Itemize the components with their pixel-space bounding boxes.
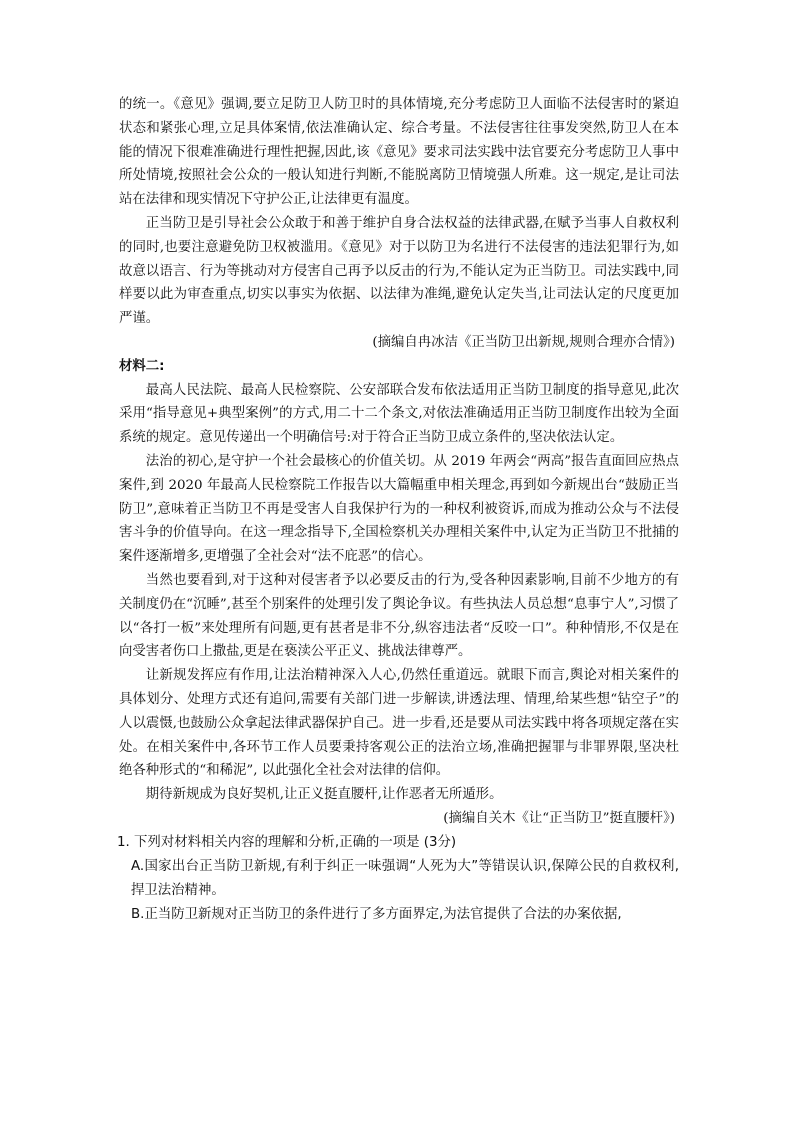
material1-source: (摘编自冉冰洁《正当防卫出新规,规则合理亦合情》) — [372, 334, 675, 350]
material2-source: (摘编自关木《让“正当防卫”挺直腰杆》) — [443, 810, 675, 826]
material2-heading: 材料二: — [119, 358, 165, 374]
material2-paragraph-3: 当然也要看到,对于这种对侵害者予以必要反击的行为,受各种因素影响,目前不少地方的有关制度仍在“沉睡”,甚至个别案件的处理引发了舆论争议。有些执法人员总想“息事宁人”,习惯了以“各打一板”来处理所有问题,更有甚者是非不分,纵容违法者“反咬一口”。种种情形,不仅是在向受害者伤口上撒盐,更是在亵渎公平正义、挑战法律尊严。 — [119, 572, 679, 660]
material2-paragraph-2: 法治的初心,是守护一个社会最核心的价值关切。从 2019 年两会“两高”报告直面回应热点案件,到 2020 年最高人民检察院工作报告以大篇幅重申相关理念,再到如今新规出台“鼓励正当防卫”,意味着正当防卫不再是受害人自我保护行为的一种权利被资诉,而成为推动公众与不法侵害斗争的价值导向。在这一理念指导下,全国检察机关办理相关案件中,认定为正当防卫不批捕的案件逐渐增多,更增强了全社会对“法不庇恶”的信心。 — [119, 453, 679, 565]
material1-paragraph-1: 的统一。《意见》强调,要立足防卫人防卫时的具体情境,充分考虑防卫人面临不法侵害时的紧迫状态和紧张心理,立足具体案情,依法准确认定、综合考量。不法侵害往往事发突然,防卫人在本能的情况下很难准确进行理性把握,因此,该《意见》要求司法实践中法官要充分考虑防卫人事中所处情境,按照社会公众的一般认知进行判断,不能脱离防卫情境强人所难。这一规定,是让司法站在法律和现实情况下守护公正,让法律更有温度。 — [119, 97, 679, 208]
material2-paragraph-4: 让新规发挥应有作用,让法治精神深入人心,仍然任重道远。就眼下而言,舆论对相关案件的具体划分、处理方式还有追问,需要有关部门进一步解读,讲透法理、情理,给某些想“钻空子”的人以震慑,也鼓励公众拿起法律武器保护自己。进一步看,还是要从司法实践中将各项规定落在实处。在相关案件中,各环节工作人员要秉持客观公正的法治立场,准确把握罪与非罪界限,坚决杜绝各种形式的“和稀泥”, 以此强化全社会对法律的信仰。 — [119, 668, 679, 779]
question-1-option-b: B.正当防卫新规对正当防卫的条件进行了多方面界定,为法官提供了合法的办案依据, — [131, 906, 622, 922]
material2-paragraph-1: 最高人民法院、最高人民检察院、公安部联合发布依法适用正当防卫制度的指导意见,此次采用“指导意见+典型案例”的方式,用二十二个条文,对依法准确适用正当防卫制度作出较为全面系统的规定。意见传递出一个明确信号:对于符合正当防卫成立条件的,坚决依法认定。 — [119, 382, 679, 446]
question-1-stem: 1. 下列对材料相关内容的理解和分析,正确的一项是 (3分) — [117, 834, 457, 850]
material1-paragraph-2: 正当防卫是引导社会公众敢于和善于维护自身合法权益的法律武器,在赋予当事人自救权利的同时,也要注意避免防卫权被滥用。《意见》对于以防卫为名进行不法侵害的违法犯罪行为,如故意以语言、行为等挑动对方侵害自己再予以反击的行为,不能认定为正当防卫。司法实践中,同样要以此为审查重点,切实以事实为依据、以法律为准绳,避免认定失当,让司法认定的尺度更加严谨。 — [119, 215, 679, 327]
document-content — [119, 93, 679, 927]
question-1-option-a: A.国家出台正当防卫新规,有利于纠正一味强调“人死为大”等错误认识,保障公民的自救权利,捍卫法治精神。 — [131, 858, 679, 898]
material2-paragraph-5: 期待新规成为良好契机,让正义挺直腰杆,让作恶者无所遁形。 — [145, 787, 503, 803]
